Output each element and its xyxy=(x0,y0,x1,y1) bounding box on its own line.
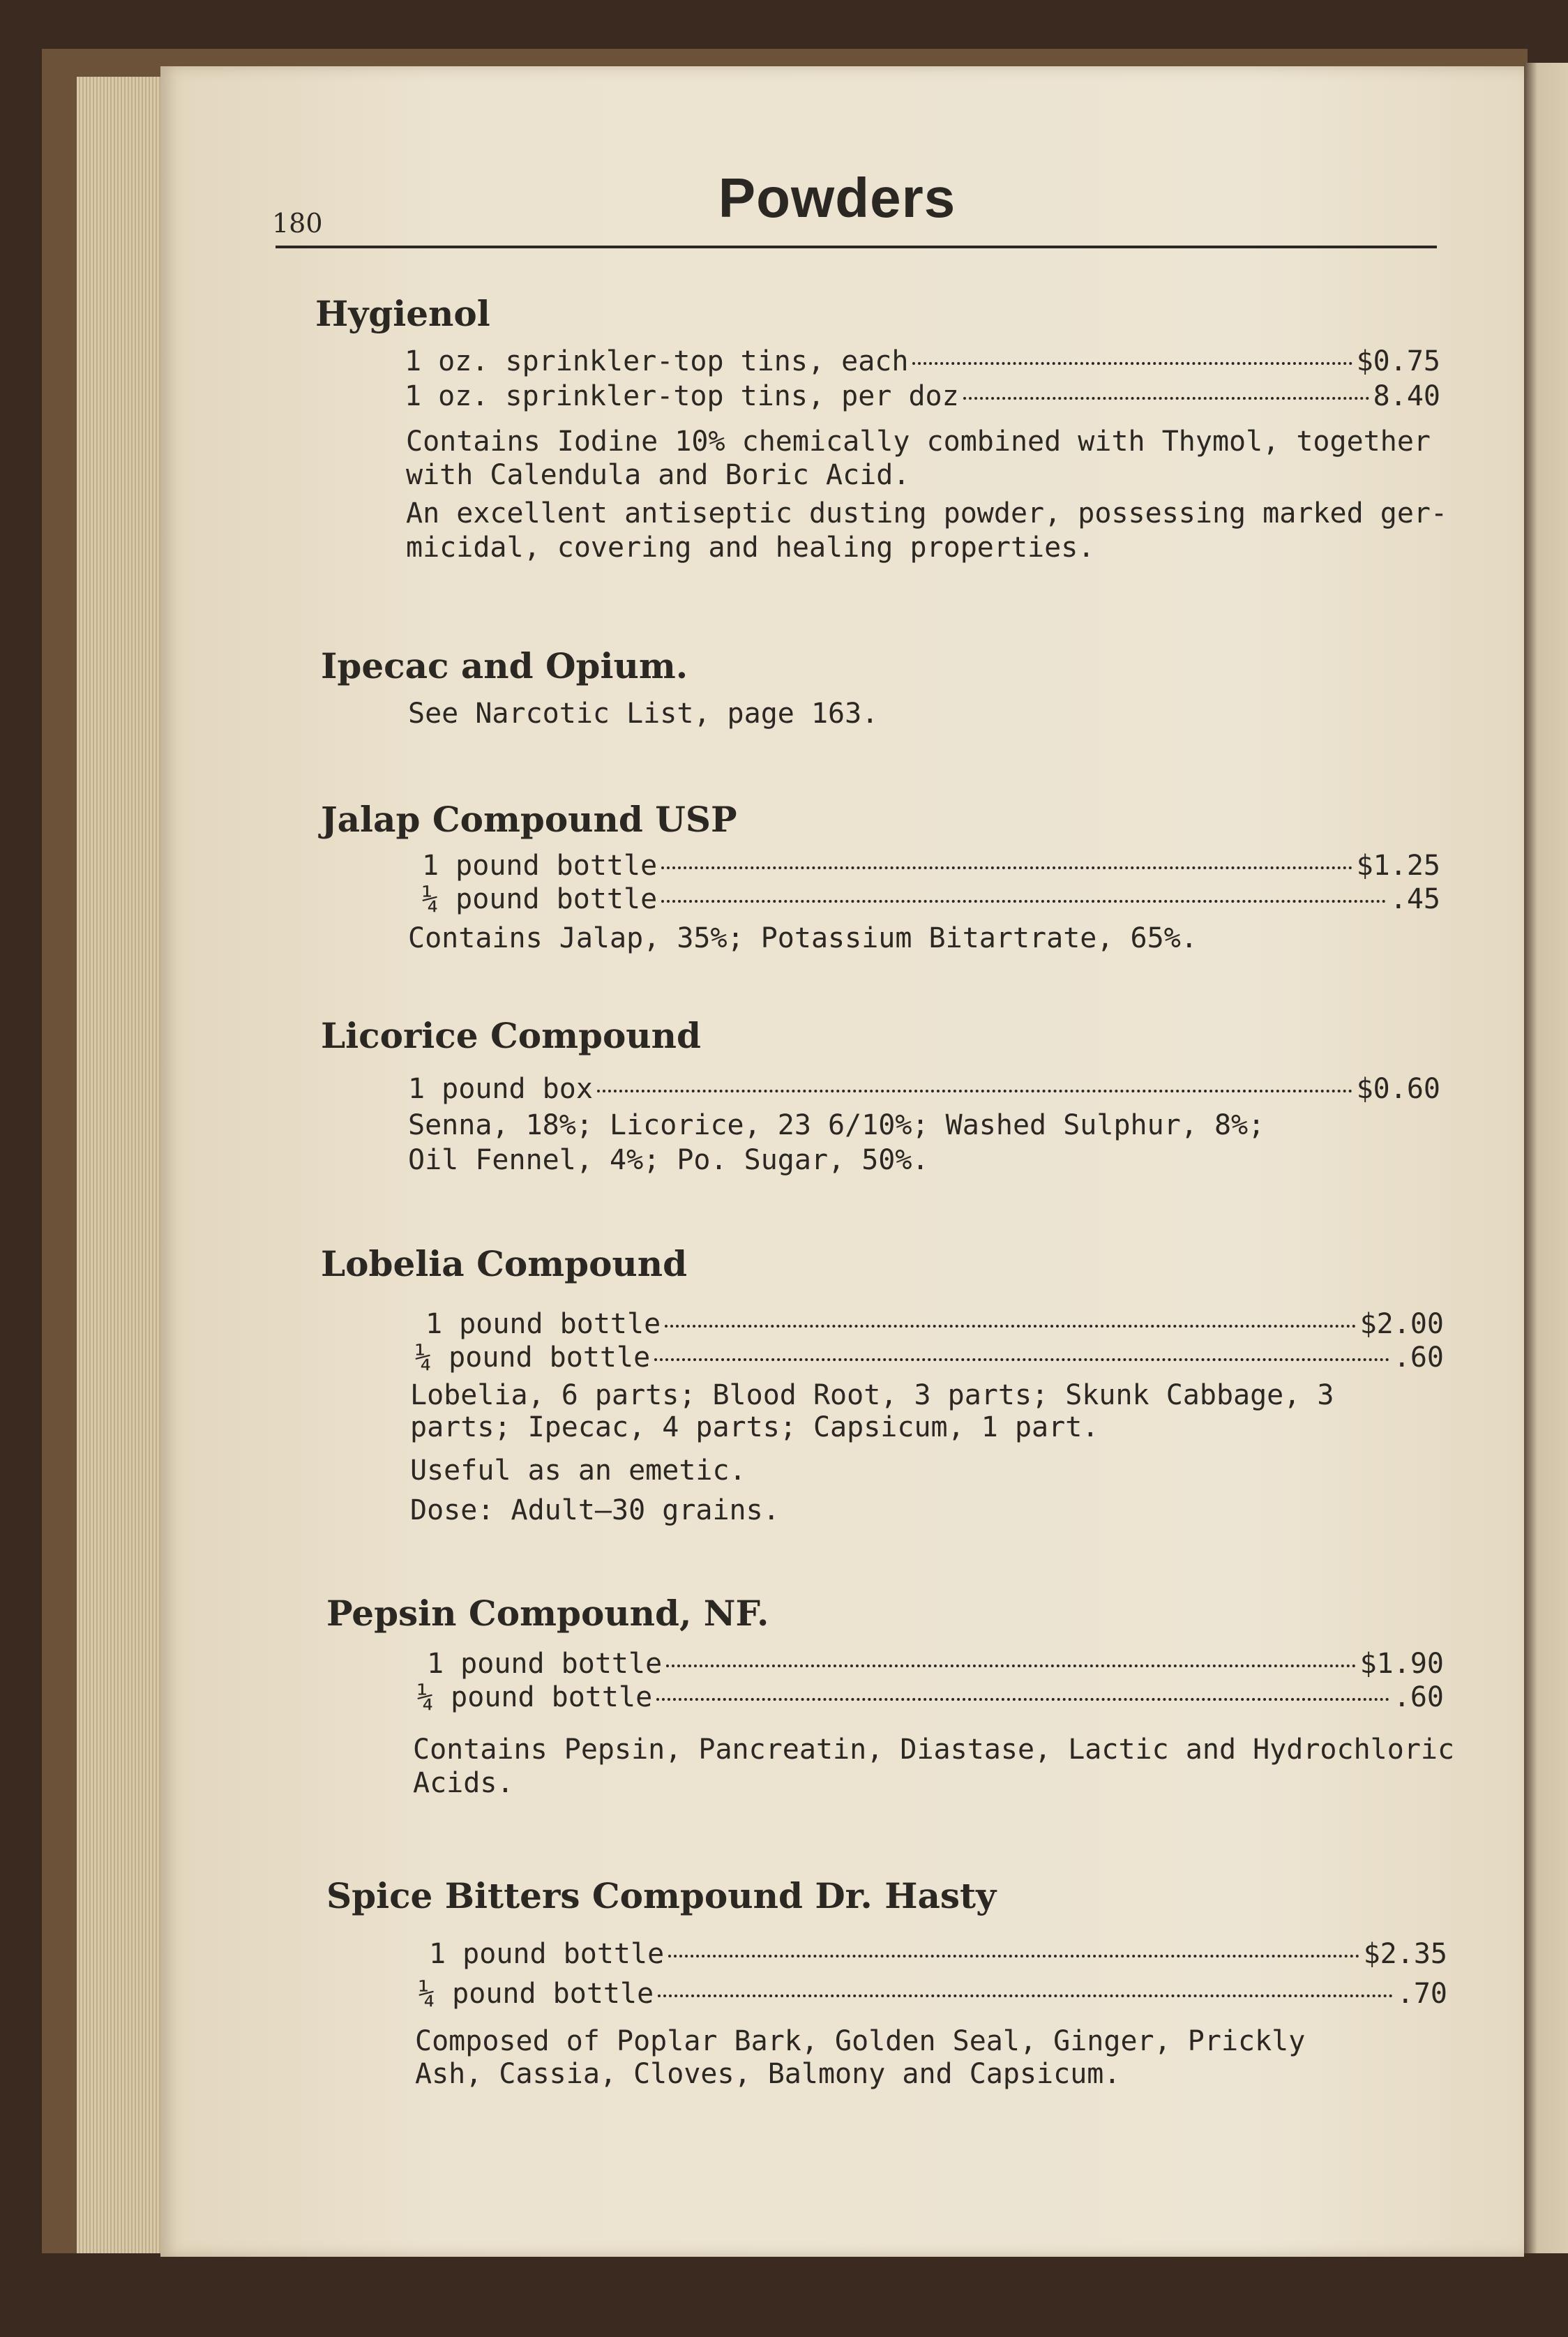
item-price: 8.40 xyxy=(1373,380,1440,412)
dot-leader xyxy=(668,1955,1359,1957)
price-row xyxy=(419,1978,1447,2010)
item-label: 1 pound box xyxy=(408,1073,593,1105)
price-row xyxy=(415,1342,1444,1374)
price-row xyxy=(417,1681,1444,1713)
item-label: 1 pound bottle xyxy=(425,1308,661,1340)
item-label: 1 pound bottle xyxy=(422,850,658,882)
price-row xyxy=(405,345,1440,377)
header-rule xyxy=(276,246,1437,248)
item-price: $0.75 xyxy=(1356,345,1440,377)
dot-leader xyxy=(661,900,1386,903)
dot-leader xyxy=(597,1090,1352,1092)
item-price: .45 xyxy=(1389,883,1440,915)
item-label: ¼ pound bottle xyxy=(415,1342,651,1374)
price-row xyxy=(408,1073,1440,1105)
item-price: .60 xyxy=(1393,1681,1444,1713)
description-line: Oil Fennel, 4%; Po. Sugar, 50%. xyxy=(408,1144,929,1176)
description-line: Contains Pepsin, Pancreatin, Diastase, Lactic and Hydrochloric xyxy=(413,1734,1455,1766)
item-label: 1 pound bottle xyxy=(427,1648,663,1680)
description-line: Dose: Adult—30 grains. xyxy=(410,1494,780,1526)
item-price: $0.60 xyxy=(1356,1073,1440,1105)
item-price: $2.35 xyxy=(1363,1938,1447,1970)
item-price: .70 xyxy=(1396,1978,1447,2010)
section-heading-hygienol: Hygienol xyxy=(315,293,490,334)
description-line: with Calendula and Boric Acid. xyxy=(406,459,910,491)
item-price: $1.25 xyxy=(1356,850,1440,882)
description-line: Contains Iodine 10% chemically combined with Thymol, together xyxy=(406,426,1431,458)
dot-leader xyxy=(656,1698,1389,1701)
dot-leader xyxy=(658,1994,1393,1997)
item-price: .60 xyxy=(1393,1342,1444,1374)
item-price: $2.00 xyxy=(1359,1308,1444,1340)
description-line: An excellent antiseptic dusting powder, possessing marked ger- xyxy=(406,497,1448,529)
description-line: Contains Jalap, 35%; Potassium Bitartrate, 65%. xyxy=(408,922,1198,954)
description-line: Lobelia, 6 parts; Blood Root, 3 parts; Skunk Cabbage, 3 xyxy=(410,1379,1334,1411)
price-row xyxy=(429,1938,1447,1970)
section-heading-pepsin-compound: Pepsin Compound, NF. xyxy=(326,1593,769,1634)
description-line: micidal, covering and healing properties. xyxy=(406,532,1095,564)
description-line: See Narcotic List, page 163. xyxy=(408,698,879,730)
page-title: Powders xyxy=(718,167,956,229)
price-row xyxy=(422,850,1440,882)
item-label: 1 oz. sprinkler-top tins, per doz xyxy=(405,380,959,412)
item-label: 1 pound bottle xyxy=(429,1938,665,1970)
item-label: 1 oz. sprinkler-top tins, each xyxy=(405,345,909,377)
description-line: Useful as an emetic. xyxy=(410,1455,746,1487)
section-heading-licorice-compound: Licorice Compound xyxy=(321,1015,701,1056)
item-label: ¼ pound bottle xyxy=(419,1978,654,2010)
page-number: 180 xyxy=(272,208,323,239)
dot-leader xyxy=(912,362,1352,365)
section-heading-jalap-compound: Jalap Compound USP xyxy=(321,799,737,840)
price-row xyxy=(427,1648,1444,1680)
price-row xyxy=(422,883,1440,915)
description-line: Ash, Cassia, Cloves, Balmony and Capsicum. xyxy=(415,2058,1121,2090)
price-row xyxy=(405,380,1440,412)
facing-page-edge xyxy=(1524,63,1568,2253)
section-heading-spice-bitters: Spice Bitters Compound Dr. Hasty xyxy=(326,1875,997,1916)
item-label: ¼ pound bottle xyxy=(422,883,658,915)
price-row xyxy=(425,1308,1444,1340)
dot-leader xyxy=(963,397,1369,400)
dot-leader xyxy=(654,1358,1389,1361)
dot-leader xyxy=(661,866,1352,869)
dot-leader xyxy=(665,1325,1355,1328)
section-heading-lobelia-compound: Lobelia Compound xyxy=(321,1243,688,1284)
description-line: Acids. xyxy=(413,1767,514,1799)
item-price: $1.90 xyxy=(1359,1648,1444,1680)
section-heading-ipecac-opium: Ipecac and Opium. xyxy=(321,645,688,686)
description-line: Composed of Poplar Bark, Golden Seal, Ginger, Prickly xyxy=(415,2025,1306,2057)
item-label: ¼ pound bottle xyxy=(417,1681,653,1713)
dot-leader xyxy=(666,1665,1355,1667)
description-line: parts; Ipecac, 4 parts; Capsicum, 1 part. xyxy=(410,1411,1099,1443)
page-edges xyxy=(77,77,167,2253)
description-line: Senna, 18%; Licorice, 23 6/10%; Washed Sulphur, 8%; xyxy=(408,1109,1265,1141)
